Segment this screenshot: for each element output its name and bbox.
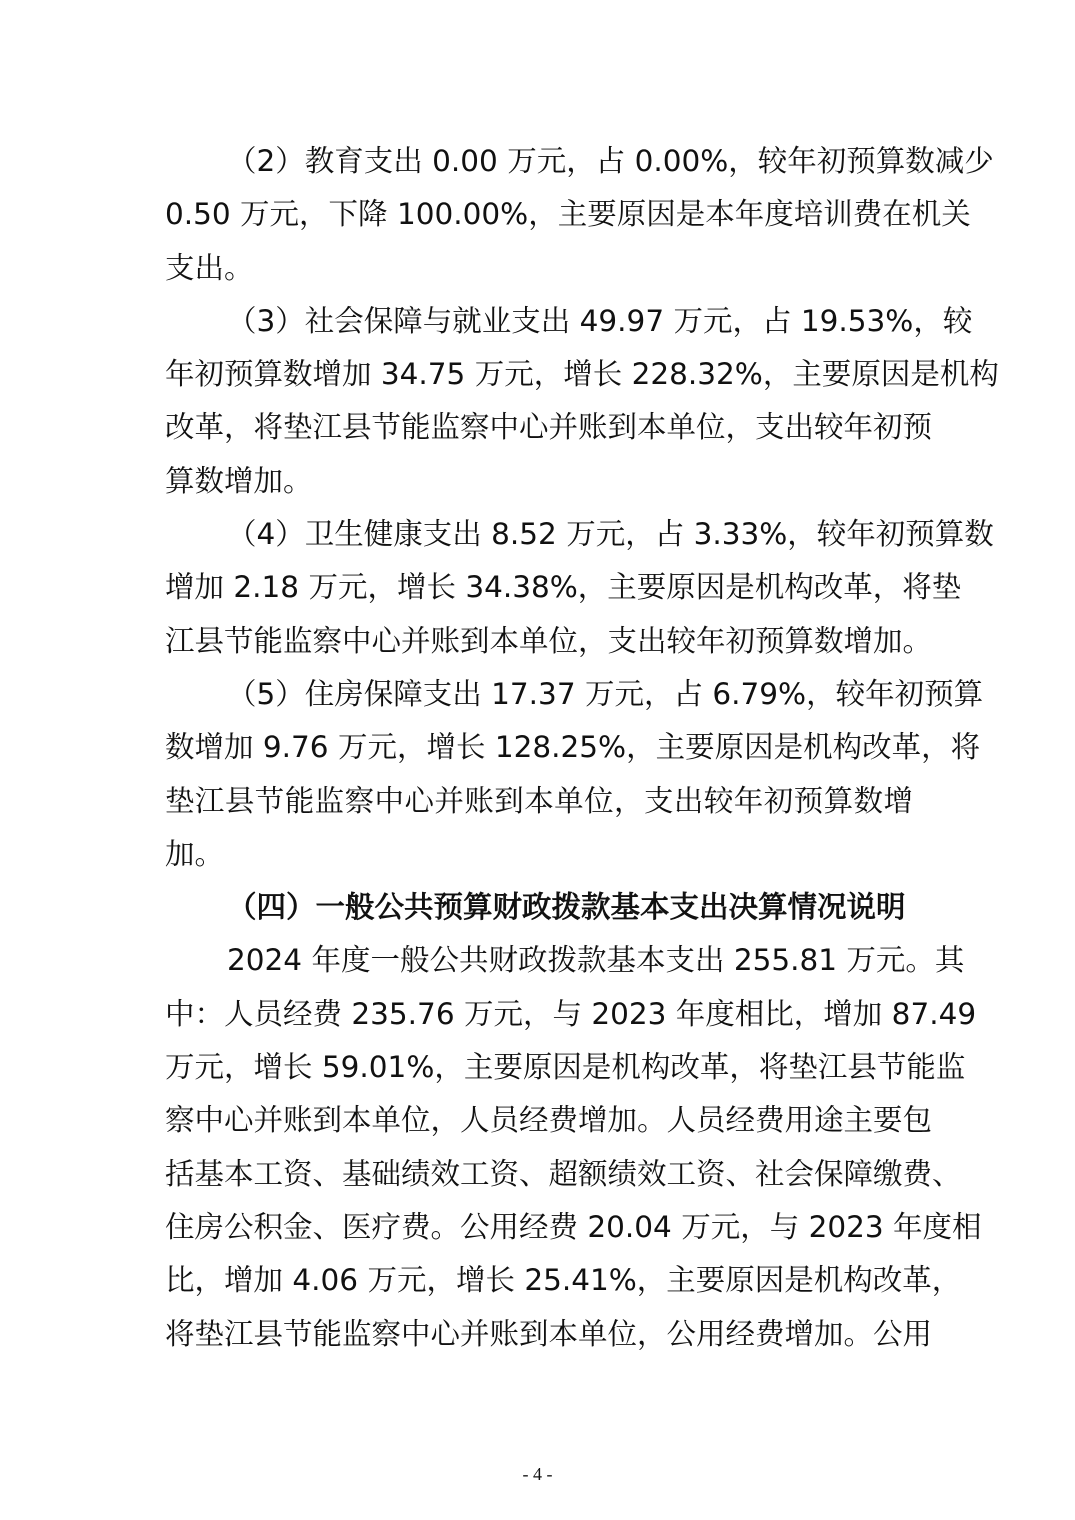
paragraph-line: 算数增加。 xyxy=(165,463,313,498)
paragraph-line: 万元，增长 59.01%，主要原因是机构改革，将垫江县节能监 xyxy=(165,1050,966,1085)
paragraph-line: 2024 年度一般公共财政拨款基本支出 255.81 万元。其 xyxy=(227,943,965,978)
paragraph-line: 察中心并账到本单位，人员经费增加。人员经费用途主要包 xyxy=(165,1103,933,1138)
paragraph-line: 住房公积金、医疗费。公用经费 20.04 万元，与 2023 年度相 xyxy=(165,1209,982,1244)
paragraph-line: 括基本工资、基础绩效工资、超额绩效工资、社会保障缴费、 xyxy=(165,1156,962,1191)
section-heading: （四）一般公共预算财政拨款基本支出决算情况说明 xyxy=(227,890,906,925)
paragraph-line: 比，增加 4.06 万元，增长 25.41%，主要原因是机构改革， xyxy=(165,1263,962,1298)
paragraph-line: 垫江县节能监察中心并账到本单位，支出较年初预算数增 xyxy=(165,783,913,818)
paragraph-line: 中：人员经费 235.76 万元，与 2023 年度相比，增加 87.49 xyxy=(165,996,977,1031)
paragraph-line: 数增加 9.76 万元，增长 128.25%，主要原因是机构改革，将 xyxy=(165,730,981,765)
paragraph-line: （5）住房保障支出 17.37 万元，占 6.79%，较年初预算 xyxy=(227,676,984,711)
paragraph-line: 将垫江县节能监察中心并账到本单位，公用经费增加。公用 xyxy=(165,1316,933,1351)
paragraph-line: （4）卫生健康支出 8.52 万元，占 3.33%，较年初预算数 xyxy=(227,517,994,552)
paragraph-line: 0.50 万元，下降 100.00%，主要原因是本年度培训费在机关 xyxy=(165,197,971,232)
paragraph-line: 年初预算数增加 34.75 万元，增长 228.32%，主要原因是机构 xyxy=(165,357,999,392)
paragraph-line: 江县节能监察中心并账到本单位，支出较年初预算数增加。 xyxy=(165,623,933,658)
paragraph-line: 加。 xyxy=(165,836,225,871)
page-number: - 4 - xyxy=(522,1464,553,1484)
paragraph-line: （2）教育支出 0.00 万元，占 0.00%，较年初预算数减少 xyxy=(227,144,994,178)
paragraph-line: 支出。 xyxy=(165,250,254,285)
paragraph-line: 增加 2.18 万元，增长 34.38%，主要原因是机构改革，将垫 xyxy=(165,570,962,605)
paragraph-line: 改革，将垫江县节能监察中心并账到本单位，支出较年初预 xyxy=(165,410,933,445)
document-body xyxy=(165,135,999,1361)
paragraph-line: （3）社会保障与就业支出 49.97 万元，占 19.53%，较 xyxy=(227,303,973,338)
